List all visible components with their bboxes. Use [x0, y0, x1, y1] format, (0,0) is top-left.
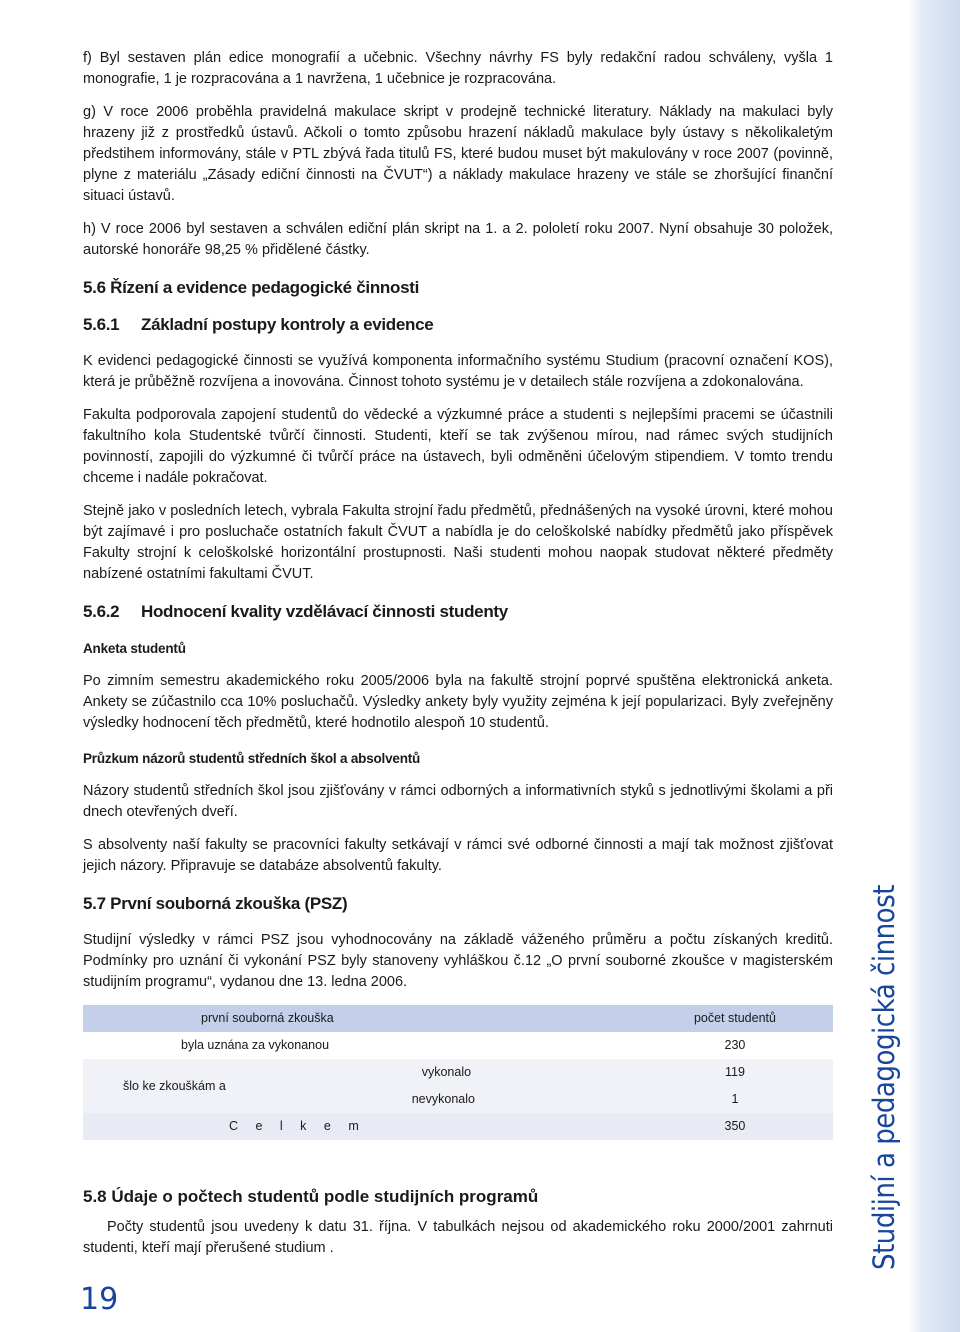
- page-content: [83, 48, 833, 1271]
- section-5-6-1-text: Základní postupy kontroly a evidence: [141, 315, 434, 334]
- heading-anketa: Anketa studentů: [83, 641, 186, 656]
- paragraph-pruzkum-2: S absolventy naší fakulty se pracovníci fakulty setkávají v rámci své odborné činnosti a mají tak možnost zjišťovat jejich názory. Připravuje se databáze absolventů fakulty.: [83, 837, 833, 874]
- table-row: [83, 1059, 833, 1086]
- section-5-7-title: 5.7 První souborná zkouška (PSZ): [83, 894, 348, 913]
- heading-pruzkum: Průzkum názorů studentů středních škol a absolventů: [83, 751, 421, 766]
- paragraph-predmety: Stejně jako v posledních letech, vybrala Fakulta strojní řadu předmětů, přednášených na vysoké úrovni, které mohou být zajímavé i pro posluchače ostatních fakult ČVUT a nabídla je do celoškolské nabídky předmětů jako příspěvek Fakulty strojní k celoškolské horizontální prostupnosti. Naši studenti mohou naopak studovat některé předměty nabízené ostatními fakultami ČVUT.: [83, 503, 833, 582]
- paragraph-pruzkum-1: Názory studentů středních škol jsou zjišťovány v rámci odborných a informativních styků s jednotlivými školami a při dnech otevřených dveří.: [83, 783, 833, 820]
- row-uznana-value: 230: [637, 1032, 833, 1059]
- psz-table: [83, 1005, 833, 1140]
- paragraph-kos: K evidenci pedagogické činnosti se využívá komponenta informačního systému Studium (pracovní označení KOS), která je průběžně rozvíjena a inovována. Činnost tohoto systému je v detailech stále rozvíjena a zdokonalována.: [83, 353, 833, 390]
- section-5-6-1-number: 5.6.1: [83, 315, 120, 334]
- table-header-row: [83, 1005, 833, 1032]
- section-5-6-2-number: 5.6.2: [83, 602, 120, 621]
- section-5-6-2-title: [83, 601, 833, 622]
- row-celkem-label: C e l k e m: [83, 1113, 637, 1140]
- row-celkem-value: 350: [637, 1113, 833, 1140]
- section-5-6-1-title: [83, 314, 833, 335]
- section-5-8-title: 5.8 Údaje o počtech studentů podle studijních programů: [83, 1187, 539, 1206]
- row-uznana-label: byla uznána za vykonanou: [83, 1032, 637, 1059]
- paragraph-psz: Studijní výsledky v rámci PSZ jsou vyhodnocovány na základě váženého průměru a počtu získaných kreditů. Podmínky pro uznání či vykonání PSZ byly stanoveny vyhláškou č.12 „O první souborné zkoušce v magisterském studijním programu“, vydanou dne 13. ledna 2006.: [83, 932, 833, 990]
- row-nevykonalo-label: nevykonalo: [412, 1086, 637, 1113]
- table-header-left: první souborná zkouška: [83, 1005, 637, 1032]
- group-label: šlo ke zkouškám a: [83, 1059, 412, 1113]
- row-vykonalo-value: 119: [637, 1059, 833, 1086]
- side-chapter-title: Studijní a pedagogická činnost: [867, 885, 901, 1270]
- paragraph-stc: Fakulta podporovala zapojení studentů do vědecké a výzkumné práce a studenti s nejlepšími pracemi se účastnili fakultního kola Studentské tvůrčí činnosti. Studenti, kteří se tak zvýšenou mírou, nad rámec svých studijních povinností, zapojili do výzkumné či tvůrčí práce na ústavech, byli odměněni účelovým stipendiem. V tomto trendu chceme i nadále pokračovat.: [83, 407, 833, 486]
- side-stripe: [908, 0, 960, 1332]
- section-5-6-2-text: Hodnocení kvality vzdělávací činnosti studenty: [141, 602, 508, 621]
- paragraph-h: h) V roce 2006 byl sestaven a schválen ediční plán skript na 1. a 2. pololetí roku 2007. Nyní obsahuje 30 položek, autorské honoráře 98,25 % přidělené částky.: [83, 221, 833, 258]
- paragraph-anketa: Po zimním semestru akademického roku 2005/2006 byla na fakultě strojní poprvé spuštěna elektronická anketa. Ankety se zúčastnilo cca 10% posluchačů. Výsledky ankety byly využity zejména k její popularizaci. Byly zveřejněny výsledky hodnocení těch předmětů, které hodnotilo alespoň 10 studentů.: [83, 673, 833, 731]
- paragraph-pocty: Počty studentů jsou uvedeny k datu 31. října. V tabulkách nejsou od akademického roku 2000/2001 zahrnuti studenti, kteří mají přerušené studium .: [83, 1219, 833, 1256]
- section-5-6-title: 5.6 Řízení a evidence pedagogické činnosti: [83, 278, 420, 297]
- paragraph-g: g) V roce 2006 proběhla pravidelná makulace skript v prodejně technické literatury. Náklady na makulaci byly hrazeny již z prostředků ústavů. Ačkoli o tomto způsobu hrazení nákladů makulace byly ústavy s několikaletým předstihem informovány, stále v PTL zbývá řada titulů FS, které budou muset být makulovány v roce 2007 (povinně, plyne z materiálu „Zásady ediční činnosti na ČVUT“) a náklady makulace hrazeny ve stále se zhoršující finanční situaci ústavů.: [83, 104, 833, 204]
- table-row: [83, 1113, 833, 1140]
- paragraph-f: f) Byl sestaven plán edice monografií a učebnic. Všechny návrhy FS byly redakční radou schváleny, vyšla 1 monografie, 1 je rozpracována a 1 navržena, 1 učebnice je rozpracována.: [83, 50, 833, 87]
- page-number: 19: [80, 1282, 119, 1317]
- table-row: [83, 1032, 833, 1059]
- table-header-right: počet studentů: [637, 1005, 833, 1032]
- row-nevykonalo-value: 1: [637, 1086, 833, 1113]
- row-vykonalo-label: vykonalo: [412, 1059, 637, 1086]
